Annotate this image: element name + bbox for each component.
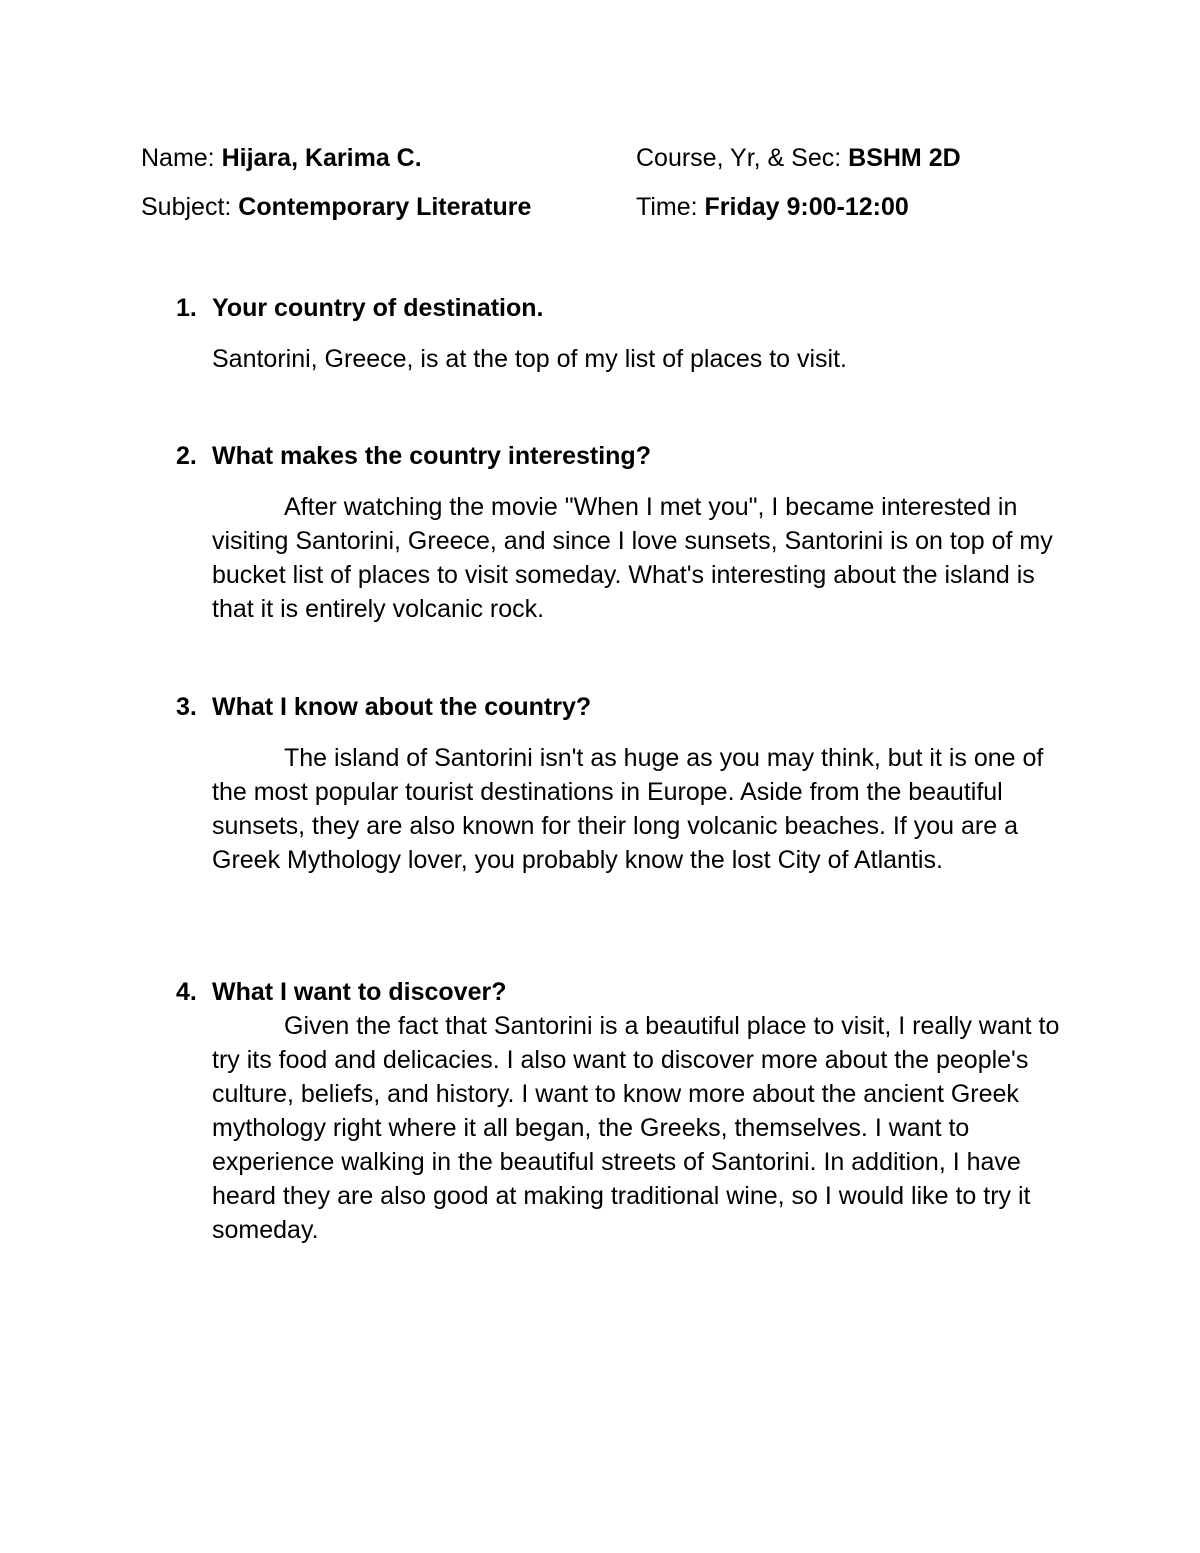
question-number: 3. bbox=[176, 693, 197, 721]
question-number: 1. bbox=[176, 294, 197, 322]
question-title: What makes the country interesting? bbox=[212, 442, 651, 470]
time-label: Time: bbox=[636, 193, 705, 221]
course-field bbox=[636, 143, 961, 173]
subject-field bbox=[141, 192, 531, 222]
time-field bbox=[636, 192, 909, 222]
name-label: Name: bbox=[141, 144, 222, 172]
course-value: BSHM 2D bbox=[848, 144, 961, 172]
question-answer: Santorini, Greece, is at the top of my list of places to visit. bbox=[212, 345, 847, 373]
question-title: What I want to discover? bbox=[212, 978, 507, 1006]
question-answer: After watching the movie "When I met you", I became interested in visiting Santorini, Greece, and since I love sunsets, Santorini is on top of my bucket list of places to visit someday. What's interesting about the island is that it is entirely volcanic rock. bbox=[212, 493, 1053, 623]
question-answer: Given the fact that Santorini is a beautiful place to visit, I really want to try its food and delicacies. I also want to discover more about the people's culture, beliefs, and history. I want to know more about the ancient Greek mythology right where it all began, the Greeks, themselves. I want to experience walking in the beautiful streets of Santorini. In addition, I have heard they are also good at making traditional wine, so I would like to try it someday. bbox=[212, 1012, 1060, 1244]
name-field bbox=[141, 143, 422, 173]
course-label: Course, Yr, & Sec: bbox=[636, 144, 849, 172]
subject-value: Contemporary Literature bbox=[238, 193, 532, 221]
question-answer: The island of Santorini isn't as huge as you may think, but it is one of the most popular tourist destinations in Europe. Aside from the beautiful sunsets, they are also known for their long volcanic beaches. If you are a Greek Mythology lover, you probably know the lost City of Atlantis. bbox=[212, 744, 1044, 874]
question-number: 2. bbox=[176, 442, 197, 470]
name-value: Hijara, Karima C. bbox=[221, 144, 422, 172]
question-title: What I know about the country? bbox=[212, 693, 592, 721]
subject-label: Subject: bbox=[141, 193, 239, 221]
question-title: Your country of destination. bbox=[212, 294, 544, 322]
time-value: Friday 9:00-12:00 bbox=[704, 193, 909, 221]
question-number: 4. bbox=[176, 978, 197, 1006]
